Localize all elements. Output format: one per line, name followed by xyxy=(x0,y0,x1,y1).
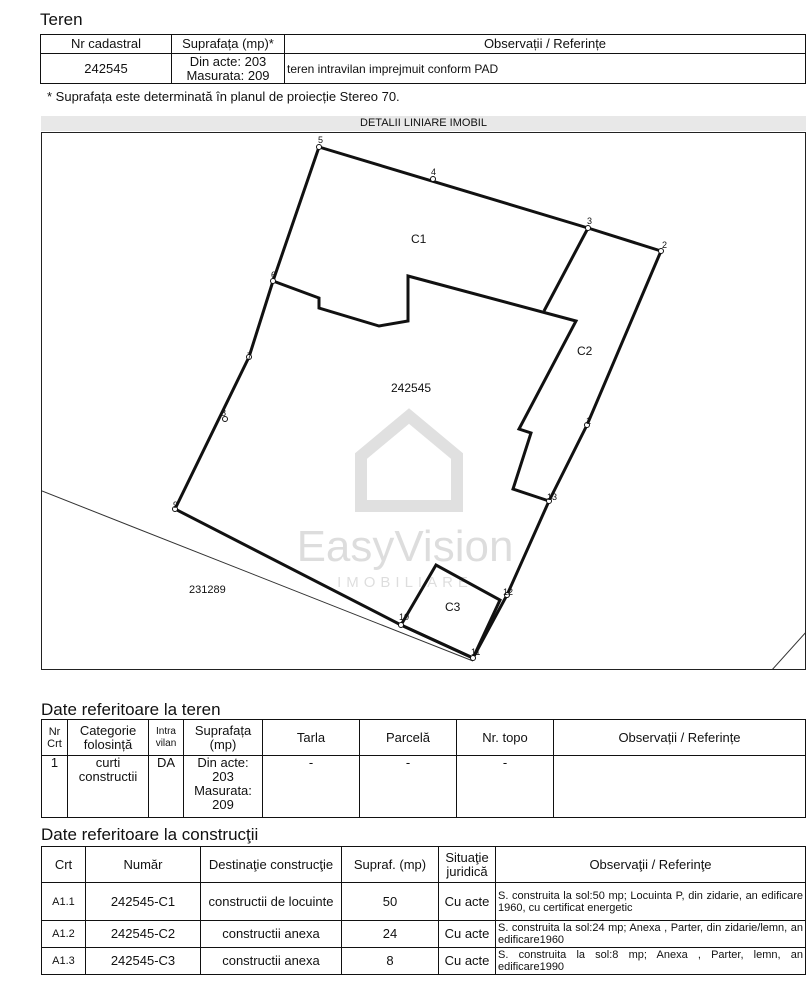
construction-row-situatie: Cu acte xyxy=(439,883,496,921)
header-nr-cadastral: Nr cadastral xyxy=(41,35,172,54)
neighbor-parcel-label: 231289 xyxy=(189,584,226,596)
vertex-label-10: 10 xyxy=(399,612,410,622)
table-row xyxy=(42,883,806,921)
vertex-label-4: 4 xyxy=(431,167,437,177)
construction-row-crt: A1.2 xyxy=(42,921,86,948)
land-header-observatii: Observații / Referințe xyxy=(554,720,806,756)
watermark-logo xyxy=(361,416,457,506)
construction-header-situatie: Situaţie juridică xyxy=(439,847,496,883)
watermark-sub: IMOBILIARE xyxy=(337,574,473,591)
construction-row-numar: 242545-C2 xyxy=(86,921,201,948)
land-row-suprafata-acte: Din acte: 203 xyxy=(197,755,249,784)
land-header-categorie: Categorie folosință xyxy=(68,720,149,756)
construction-row-numar: 242545-C1 xyxy=(86,883,201,921)
building-c2-label: C2 xyxy=(577,344,593,358)
parcel-plan xyxy=(42,133,806,670)
building-c2-outline xyxy=(544,228,588,311)
land-header-intravilan: Intra vilan xyxy=(149,720,184,756)
vertex-label-13: 13 xyxy=(547,492,558,502)
vertex-label-6: 6 xyxy=(271,270,277,280)
construction-row-destinatie: constructii anexa xyxy=(201,921,342,948)
land-row-intravilan: DA xyxy=(149,756,184,818)
table-row xyxy=(42,948,806,975)
land-row-topo: - xyxy=(457,756,554,818)
construction-row-suprafata: 50 xyxy=(342,883,439,921)
building-c3-label: C3 xyxy=(445,600,461,614)
teren-table xyxy=(40,34,806,84)
neighbor-boundary-right xyxy=(771,631,806,670)
teren-observatii: teren intravilan imprejmuit conform PAD xyxy=(285,54,806,84)
vertex-label-2: 2 xyxy=(662,240,668,250)
construction-row-numar: 242545-C3 xyxy=(86,948,201,975)
vertex-label-11: 11 xyxy=(471,647,481,657)
plan-header: DETALII LINIARE IMOBIL xyxy=(41,116,806,131)
construction-header-numar: Număr xyxy=(86,847,201,883)
construction-row-observatii: S. construita la sol:50 mp; Locuinta P, din zidarie, an edificare 1960, cu certificat energetic xyxy=(496,883,806,921)
construction-row-suprafata: 24 xyxy=(342,921,439,948)
construction-row-crt: A1.3 xyxy=(42,948,86,975)
vertex-label-5: 5 xyxy=(318,135,324,145)
construction-header-crt: Crt xyxy=(42,847,86,883)
construction-header-observatii: Observaţii / Referinţe xyxy=(496,847,806,883)
vertex-label-8: 8 xyxy=(221,408,227,418)
land-table xyxy=(41,719,806,818)
construction-row-situatie: Cu acte xyxy=(439,948,496,975)
land-row-suprafata-masurata: Masurata: 209 xyxy=(194,783,252,812)
footnote: * Suprafața este determinată în planul de proiecție Stereo 70. xyxy=(47,89,400,104)
surface-cell xyxy=(172,54,285,84)
vertex-label-3: 3 xyxy=(587,216,593,226)
construction-row-situatie: Cu acte xyxy=(439,921,496,948)
vertex-label-12: 12 xyxy=(503,587,514,597)
parcel-label: 242545 xyxy=(391,381,432,395)
construction-row-destinatie: constructii de locuinte xyxy=(201,883,342,921)
land-row-observatii xyxy=(554,756,806,818)
construction-header-destinatie: Destinaţie construcţie xyxy=(201,847,342,883)
cadastral-number: 242545 xyxy=(41,54,172,84)
construction-row-destinatie: constructii anexa xyxy=(201,948,342,975)
land-header-topo: Nr. topo xyxy=(457,720,554,756)
construction-table xyxy=(41,846,806,975)
land-header-parcela: Parcelă xyxy=(360,720,457,756)
surface-masurata: Masurata: 209 xyxy=(186,67,270,83)
land-row-suprafata xyxy=(184,756,263,818)
table-row xyxy=(42,921,806,948)
header-suprafata: Suprafața (mp)* xyxy=(172,35,285,54)
vertex-label-7: 7 xyxy=(247,351,253,361)
land-row-categorie: curti constructii xyxy=(68,756,149,818)
land-row-parcela: - xyxy=(360,756,457,818)
teren-title: Teren xyxy=(40,10,83,29)
surface-acte: Din acte: 203 xyxy=(189,53,267,69)
construction-row-crt: A1.1 xyxy=(42,883,86,921)
building-c1-label: C1 xyxy=(411,232,427,246)
construction-row-observatii: S. construita la sol:24 mp; Anexa , Parter, din zidarie/lemn, an edificare1960 xyxy=(496,921,806,948)
vertex-label-9: 9 xyxy=(173,500,179,510)
construction-table-title: Date referitoare la construcţii xyxy=(41,825,259,844)
header-observatii: Observații / Referințe xyxy=(285,35,806,54)
construction-row-observatii: S. construita la sol:8 mp; Anexa , Parter, lemn, an edificare1990 xyxy=(496,948,806,975)
vertex-label-1: 1 xyxy=(586,416,592,426)
land-header-nr: Nr Crt xyxy=(42,720,68,756)
land-row-nr: 1 xyxy=(42,756,68,818)
watermark-brand: EasyVision xyxy=(296,522,514,571)
land-header-suprafata: Suprafața (mp) xyxy=(184,720,263,756)
construction-header-suprafata: Supraf. (mp) xyxy=(342,847,439,883)
land-table-title: Date referitoare la teren xyxy=(41,700,221,719)
plan-drawing xyxy=(41,132,806,670)
construction-row-suprafata: 8 xyxy=(342,948,439,975)
land-row-tarla: - xyxy=(263,756,360,818)
land-header-tarla: Tarla xyxy=(263,720,360,756)
